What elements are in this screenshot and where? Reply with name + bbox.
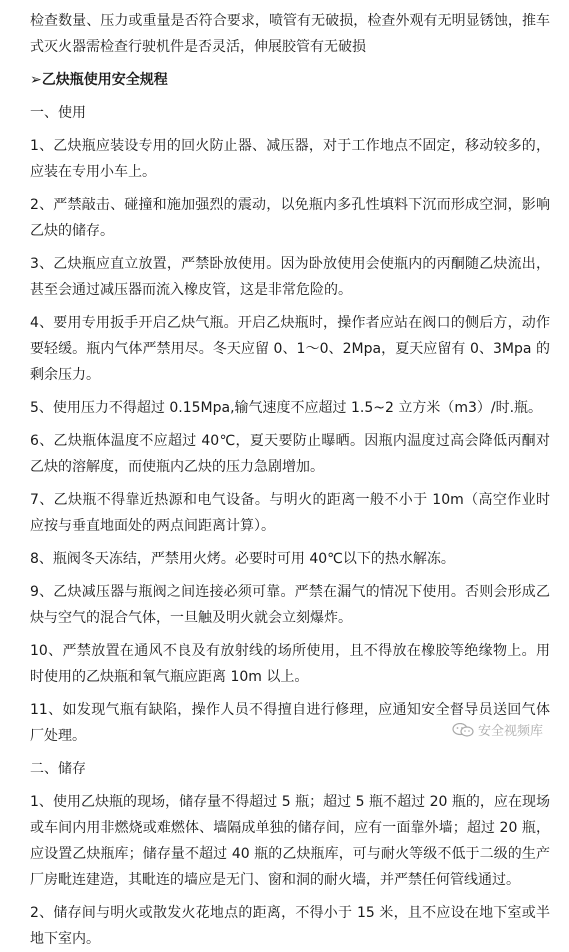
intro-paragraph: 检查数量、压力或重量是否符合要求，喷管有无破损，检查外观有无明显锈蚀，推车式灭火器需检查行驶机件是否灵活，伸展胶管有无破损: [30, 13, 550, 55]
list-item: 8、瓶阀冬天冻结，严禁用火烤。必要时可用 40℃以下的热水解冻。: [30, 551, 455, 567]
list-item: 2、储存间与明火或散发火花地点的距离，不得小于 15 米，且不应设在地下室或半地下室内。: [30, 905, 550, 947]
list-item: 11、如发现气瓶有缺陷，操作人员不得擅自进行修理，应通知安全督导员送回气体厂处理。: [30, 702, 550, 744]
list-item: 1、使用乙炔瓶的现场，储存量不得超过 5 瓶；超过 5 瓶不超过 20 瓶的，应在现场或车间内用非燃烧或难燃体、墙隔成单独的储存间，应有一面靠外墙；超过 20 瓶，应设置乙炔瓶库；储存量不超过 40 瓶的乙炔瓶库，可与耐火等级不低于二级的生产厂房毗连建造，其毗连的墙应是无门、窗和洞的耐火墙，并严禁任何管线通过。: [30, 794, 550, 888]
list-item: 4、要用专用扳手开启乙炔气瓶。开启乙炔瓶时，操作者应站在阀口的侧后方，动作要轻缓。瓶内气体严禁用尽。冬天应留 0、1～0、2Mpa，夏天应留有 0、3Mpa 的剩余压力。: [30, 315, 550, 383]
page-title: ➢乙炔瓶使用安全规程: [30, 72, 168, 88]
list-item: 2、严禁敲击、碰撞和施加强烈的震动，以免瓶内多孔性填料下沉而形成空洞，影响乙炔的储存。: [30, 197, 550, 239]
section-heading-use: 一、使用: [30, 105, 86, 121]
list-item: 1、乙炔瓶应装设专用的回火防止器、减压器，对于工作地点不固定，移动较多的，应装在专用小车上。: [30, 138, 550, 180]
section-heading-storage: 二、储存: [30, 761, 86, 777]
watermark: [452, 720, 543, 739]
watermark-text: 安全视频库: [478, 724, 544, 739]
list-item: 10、严禁放置在通风不良及有放射线的场所使用，且不得放在橡胶等绝缘物上。用时使用的乙炔瓶和氧气瓶应距离 10m 以上。: [30, 643, 550, 685]
list-item: 5、使用压力不得超过 0.15Mpa,输气速度不应超过 1.5~2 立方米（m3）/时.瓶。: [30, 400, 543, 416]
list-item: 9、乙炔减压器与瓶阀之间连接必须可靠。严禁在漏气的情况下使用。否则会形成乙炔与空气的混合气体，一旦触及明火就会立刻爆炸。: [30, 584, 550, 626]
list-item: 7、乙炔瓶不得靠近热源和电气设备。与明火的距离一般不小于 10m（高空作业时应按与垂直地面处的两点间距离计算）。: [30, 492, 550, 534]
wechat-icon: [452, 723, 474, 737]
list-item: 6、乙炔瓶体温度不应超过 40℃，夏天要防止曝晒。因瓶内温度过高会降低丙酮对乙炔的溶解度，而使瓶内乙炔的压力急剧增加。: [30, 433, 550, 475]
list-item: 3、乙炔瓶应直立放置，严禁卧放使用。因为卧放使用会使瓶内的丙酮随乙炔流出，甚至会通过减压器而流入橡皮管，这是非常危险的。: [30, 256, 550, 298]
